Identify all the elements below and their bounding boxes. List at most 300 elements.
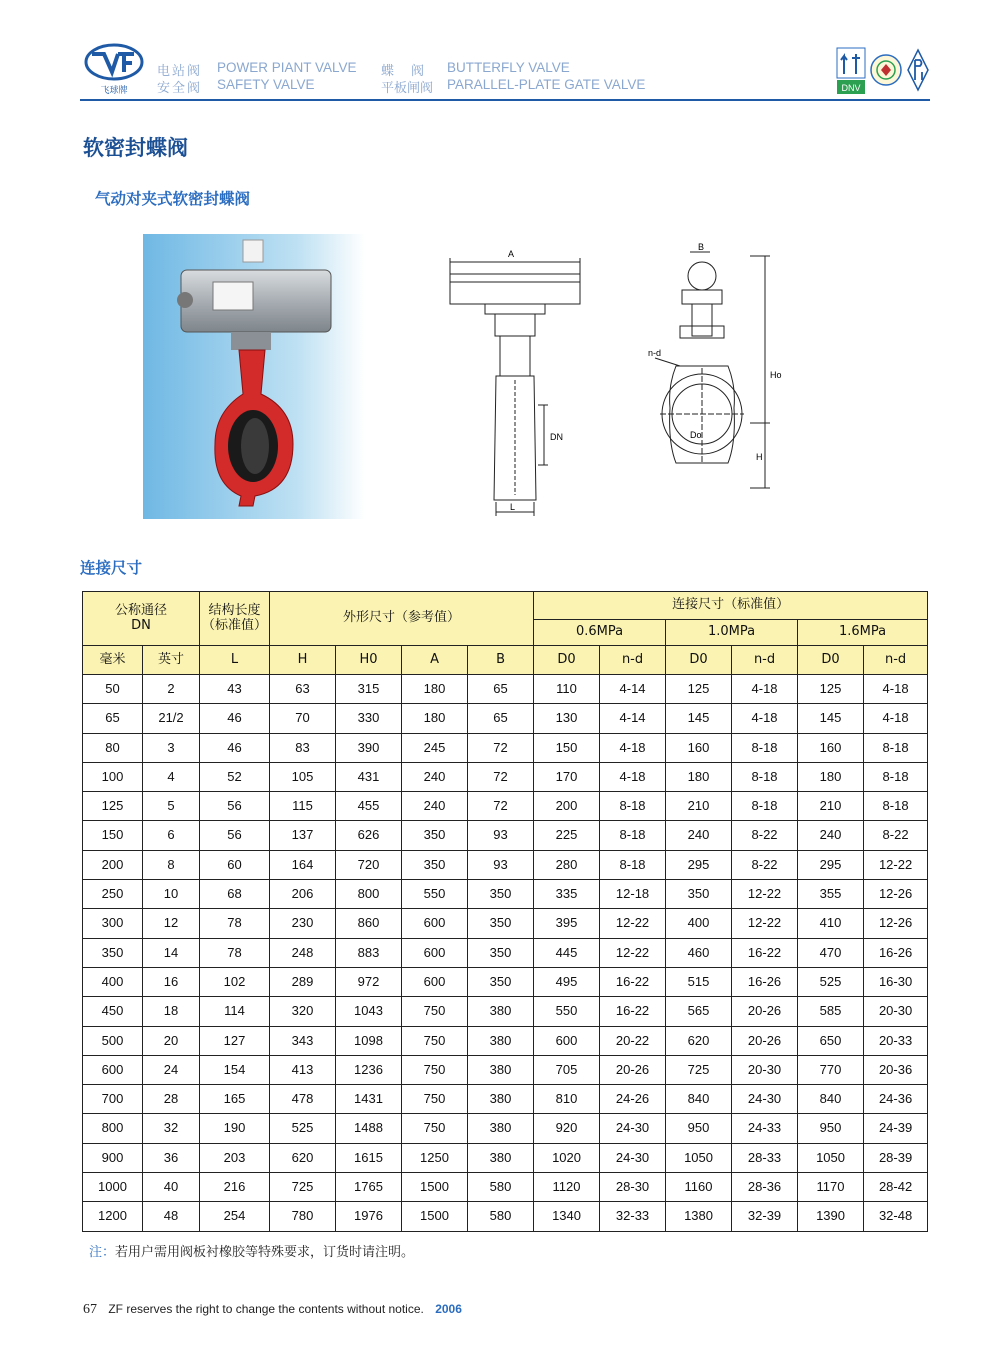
table-cell: 20-33 <box>864 1026 928 1055</box>
header-b: B <box>468 646 534 675</box>
table-cell: 250 <box>83 880 143 909</box>
table-cell: 20 <box>143 1026 200 1055</box>
dnv-cert-icon <box>836 44 866 96</box>
table-cell: 18 <box>143 997 200 1026</box>
table-cell: 180 <box>666 762 732 791</box>
table-cell: 52 <box>200 762 270 791</box>
table-row <box>83 967 928 996</box>
table-cell: 950 <box>798 1114 864 1143</box>
table-cell: 16-30 <box>864 967 928 996</box>
table-row <box>83 1202 928 1231</box>
table-cell: 750 <box>402 1055 468 1084</box>
table-cell: 1765 <box>336 1173 402 1202</box>
table-cell: 750 <box>402 997 468 1026</box>
table-cell: 12-22 <box>864 850 928 879</box>
table-cell: 12-22 <box>600 909 666 938</box>
table-cell: 300 <box>83 909 143 938</box>
table-body <box>83 675 928 1232</box>
table-cell: 24-26 <box>600 1085 666 1114</box>
table-header-row-3 <box>83 646 928 675</box>
table-cell: 8-18 <box>732 792 798 821</box>
table-cell: 720 <box>336 850 402 879</box>
table-cell: 180 <box>402 704 468 733</box>
table-cell: 12-26 <box>864 909 928 938</box>
table-cell: 12-22 <box>732 909 798 938</box>
table-cell: 295 <box>666 850 732 879</box>
table-cell: 4-18 <box>864 704 928 733</box>
table-cell: 16-22 <box>732 938 798 967</box>
table-cell: 8-18 <box>864 733 928 762</box>
table-cell: 320 <box>270 997 336 1026</box>
table-cell: 840 <box>798 1085 864 1114</box>
table-cell: 1170 <box>798 1173 864 1202</box>
table-cell: 780 <box>270 1202 336 1231</box>
table-cell: 125 <box>798 675 864 704</box>
table-cell: 4-14 <box>600 704 666 733</box>
table-cell: 28-36 <box>732 1173 798 1202</box>
table-header-row-1 <box>83 592 928 620</box>
header-h: H <box>270 646 336 675</box>
table-cell: 114 <box>200 997 270 1026</box>
table-cell: 410 <box>798 909 864 938</box>
header-cat-cn-3: 蝶 阀 <box>381 64 427 79</box>
table-cell: 380 <box>468 1114 534 1143</box>
table-cell: 800 <box>336 880 402 909</box>
table-cell: 1043 <box>336 997 402 1026</box>
table-cell: 8 <box>143 850 200 879</box>
table-cell: 24-30 <box>732 1085 798 1114</box>
header-nominal-label: 公称通径 <box>115 603 168 619</box>
table-cell: 1160 <box>666 1173 732 1202</box>
header-outer: 外形尺寸（参考值） <box>270 592 534 646</box>
dim-label-dn: DN <box>550 432 563 442</box>
footer <box>83 1302 462 1318</box>
table-cell: 1050 <box>798 1143 864 1172</box>
table-cell: 12-22 <box>600 938 666 967</box>
header-std-val-label: （标准值） <box>202 617 268 633</box>
table-cell: 1431 <box>336 1085 402 1114</box>
table-cell: 8-18 <box>600 821 666 850</box>
table-cell: 70 <box>270 704 336 733</box>
header-cat-en-1: POWER PIANT VALVE <box>217 60 357 75</box>
header-nd-3: n-d <box>864 646 928 675</box>
table-cell: 8-22 <box>732 850 798 879</box>
table-cell: 160 <box>798 733 864 762</box>
page-number: 67 <box>83 1302 97 1317</box>
note-label: 注： <box>89 1245 116 1260</box>
table-cell: 125 <box>666 675 732 704</box>
table-row <box>83 1055 928 1084</box>
table-cell: 620 <box>270 1143 336 1172</box>
header-d0-3: D0 <box>798 646 864 675</box>
table-cell: 180 <box>798 762 864 791</box>
table-cell: 626 <box>336 821 402 850</box>
table-row <box>83 1143 928 1172</box>
table-cell: 860 <box>336 909 402 938</box>
table-cell: 240 <box>402 762 468 791</box>
table-cell: 800 <box>83 1114 143 1143</box>
table-cell: 100 <box>83 762 143 791</box>
company-logo <box>82 40 146 96</box>
table-cell: 8-18 <box>864 762 928 791</box>
table-cell: 24-30 <box>600 1114 666 1143</box>
table-cell: 1020 <box>534 1143 600 1172</box>
table-cell: 170 <box>534 762 600 791</box>
table-cell: 750 <box>402 1026 468 1055</box>
table-cell: 650 <box>798 1026 864 1055</box>
table-cell: 4-14 <box>600 675 666 704</box>
table-cell: 4-18 <box>600 762 666 791</box>
table-cell: 1500 <box>402 1173 468 1202</box>
table-cell: 350 <box>402 850 468 879</box>
table-cell: 200 <box>83 850 143 879</box>
table-cell: 445 <box>534 938 600 967</box>
table-cell: 315 <box>336 675 402 704</box>
dim-label-nd: n-d <box>648 348 662 358</box>
front-view-drawing <box>640 238 790 498</box>
table-cell: 20-26 <box>732 997 798 1026</box>
header-p2: 1.0MPa <box>666 620 798 646</box>
table-cell: 65 <box>468 675 534 704</box>
table-cell: 36 <box>143 1143 200 1172</box>
table-cell: 8-18 <box>732 762 798 791</box>
table-cell: 705 <box>534 1055 600 1084</box>
table-cell: 8-22 <box>864 821 928 850</box>
header-struct-len-label: 结构长度 <box>208 603 261 619</box>
header-cat-cn-1: 电站阀 <box>157 64 203 79</box>
table-cell: 810 <box>534 1085 600 1114</box>
table-cell: 248 <box>270 938 336 967</box>
table-row <box>83 675 928 704</box>
table-cell: 4 <box>143 762 200 791</box>
logo-text: 飞球牌 <box>100 86 128 96</box>
table-cell: 46 <box>200 733 270 762</box>
table-cell: 20-26 <box>732 1026 798 1055</box>
table-cell: 750 <box>402 1114 468 1143</box>
table-cell: 350 <box>468 938 534 967</box>
header-divider <box>80 99 930 101</box>
table-cell: 1500 <box>402 1202 468 1231</box>
table-cell: 28-30 <box>600 1173 666 1202</box>
table-cell: 380 <box>468 1143 534 1172</box>
table-cell: 1250 <box>402 1143 468 1172</box>
table-cell: 500 <box>83 1026 143 1055</box>
header-nd-1: n-d <box>600 646 666 675</box>
table-row <box>83 997 928 1026</box>
table-cell: 10 <box>143 880 200 909</box>
table-row <box>83 1114 928 1143</box>
table-cell: 750 <box>402 1085 468 1114</box>
api-monogram-icon <box>906 44 930 96</box>
table-cell: 12-18 <box>600 880 666 909</box>
table-cell: 620 <box>666 1026 732 1055</box>
table-cell: 8-18 <box>600 850 666 879</box>
table-cell: 93 <box>468 821 534 850</box>
table-cell: 550 <box>534 997 600 1026</box>
table-row <box>83 792 928 821</box>
table-cell: 920 <box>534 1114 600 1143</box>
table-cell: 400 <box>83 967 143 996</box>
table-row <box>83 1173 928 1202</box>
header-d0-2: D0 <box>666 646 732 675</box>
table-cell: 28-39 <box>864 1143 928 1172</box>
table-cell: 1976 <box>336 1202 402 1231</box>
table-cell: 72 <box>468 762 534 791</box>
dim-label-do: Do <box>690 430 702 440</box>
side-view-drawing <box>440 240 600 520</box>
table-cell: 1000 <box>83 1173 143 1202</box>
table-cell: 46 <box>200 704 270 733</box>
table-cell: 125 <box>83 792 143 821</box>
header-a: A <box>402 646 468 675</box>
table-cell: 355 <box>798 880 864 909</box>
table-cell: 20-26 <box>600 1055 666 1084</box>
table-cell: 20-36 <box>864 1055 928 1084</box>
table-cell: 240 <box>798 821 864 850</box>
table-cell: 280 <box>534 850 600 879</box>
table-cell: 565 <box>666 997 732 1026</box>
table-cell: 137 <box>270 821 336 850</box>
table-cell: 16-22 <box>600 997 666 1026</box>
table-cell: 254 <box>200 1202 270 1231</box>
table-cell: 40 <box>143 1173 200 1202</box>
table-cell: 289 <box>270 967 336 996</box>
table-cell: 32 <box>143 1114 200 1143</box>
quality-seal-icon <box>869 44 903 96</box>
header-struct-len <box>200 592 270 646</box>
table-cell: 78 <box>200 909 270 938</box>
header-mm: 毫米 <box>83 646 143 675</box>
table-cell: 950 <box>666 1114 732 1143</box>
table-cell: 63 <box>270 675 336 704</box>
table-cell: 110 <box>534 675 600 704</box>
table-cell: 525 <box>270 1114 336 1143</box>
dim-label-b: B <box>698 242 705 252</box>
table-cell: 50 <box>83 675 143 704</box>
table-cell: 56 <box>200 821 270 850</box>
table-row <box>83 880 928 909</box>
table-cell: 725 <box>666 1055 732 1084</box>
table-cell: 350 <box>468 880 534 909</box>
table-cell: 431 <box>336 762 402 791</box>
table-cell: 600 <box>83 1055 143 1084</box>
table-cell: 515 <box>666 967 732 996</box>
table-cell: 65 <box>468 704 534 733</box>
table-cell: 80 <box>83 733 143 762</box>
header-cat-cn-4: 平板闸阀 <box>381 81 434 96</box>
table-cell: 16 <box>143 967 200 996</box>
table-cell: 225 <box>534 821 600 850</box>
table-cell: 145 <box>798 704 864 733</box>
footer-disclaimer: ZF reserves the right to change the contents without notice. <box>108 1302 424 1316</box>
dim-label-ho: Ho <box>770 370 782 380</box>
table-cell: 230 <box>270 909 336 938</box>
table-cell: 600 <box>402 938 468 967</box>
table-cell: 4-18 <box>864 675 928 704</box>
table-cell: 350 <box>83 938 143 967</box>
table-cell: 8-18 <box>732 733 798 762</box>
page-title: 软密封蝶阀 <box>83 136 188 160</box>
header-h0: H0 <box>336 646 402 675</box>
table-cell: 60 <box>200 850 270 879</box>
table-cell: 43 <box>200 675 270 704</box>
table-row <box>83 850 928 879</box>
table-cell: 8-18 <box>600 792 666 821</box>
table-cell: 3 <box>143 733 200 762</box>
table-row <box>83 733 928 762</box>
table-row <box>83 704 928 733</box>
table-cell: 72 <box>468 733 534 762</box>
table-cell: 900 <box>83 1143 143 1172</box>
header-conn: 连接尺寸（标准值） <box>534 592 928 620</box>
header-nd-2: n-d <box>732 646 798 675</box>
table-cell: 883 <box>336 938 402 967</box>
table-cell: 350 <box>468 909 534 938</box>
table-cell: 24 <box>143 1055 200 1084</box>
header-nominal <box>83 592 200 646</box>
dim-label-h: H <box>756 452 763 462</box>
table-cell: 972 <box>336 967 402 996</box>
table-cell: 150 <box>534 733 600 762</box>
table-cell: 390 <box>336 733 402 762</box>
table-cell: 130 <box>534 704 600 733</box>
table-cell: 600 <box>402 909 468 938</box>
table-cell: 725 <box>270 1173 336 1202</box>
table-cell: 28-42 <box>864 1173 928 1202</box>
table-cell: 240 <box>666 821 732 850</box>
table-cell: 1098 <box>336 1026 402 1055</box>
table-cell: 14 <box>143 938 200 967</box>
product-photo <box>143 234 365 519</box>
table-cell: 24-33 <box>732 1114 798 1143</box>
table-cell: 165 <box>200 1085 270 1114</box>
table-cell: 330 <box>336 704 402 733</box>
table-cell: 16-26 <box>732 967 798 996</box>
table-cell: 32-48 <box>864 1202 928 1231</box>
dim-label-l: L <box>510 502 516 512</box>
table-cell: 395 <box>534 909 600 938</box>
table-cell: 350 <box>468 967 534 996</box>
table-cell: 127 <box>200 1026 270 1055</box>
table-cell: 495 <box>534 967 600 996</box>
table-cell: 24-39 <box>864 1114 928 1143</box>
header-cat-en-4: PARALLEL-PLATE GATE VALVE <box>447 77 646 92</box>
table-cell: 180 <box>402 675 468 704</box>
table-row <box>83 762 928 791</box>
table-cell: 190 <box>200 1114 270 1143</box>
table-cell: 600 <box>402 967 468 996</box>
table-cell: 700 <box>83 1085 143 1114</box>
table-cell: 21/2 <box>143 704 200 733</box>
table-cell: 5 <box>143 792 200 821</box>
table-cell: 102 <box>200 967 270 996</box>
table-row <box>83 938 928 967</box>
header-cat-en-3: BUTTERFLY VALVE <box>447 60 570 75</box>
table-cell: 240 <box>402 792 468 821</box>
table-cell: 200 <box>534 792 600 821</box>
table-cell: 206 <box>270 880 336 909</box>
table-cell: 20-30 <box>864 997 928 1026</box>
header-l: L <box>200 646 270 675</box>
table-cell: 83 <box>270 733 336 762</box>
footer-year: 2006 <box>435 1302 462 1316</box>
table-cell: 210 <box>666 792 732 821</box>
table-cell: 350 <box>402 821 468 850</box>
table-cell: 203 <box>200 1143 270 1172</box>
table-cell: 216 <box>200 1173 270 1202</box>
table-row <box>83 1085 928 1114</box>
table-cell: 4-18 <box>732 704 798 733</box>
table-cell: 16-22 <box>600 967 666 996</box>
table-row <box>83 909 928 938</box>
table-cell: 295 <box>798 850 864 879</box>
table-cell: 413 <box>270 1055 336 1084</box>
table-cell: 6 <box>143 821 200 850</box>
table-cell: 470 <box>798 938 864 967</box>
table-cell: 380 <box>468 1055 534 1084</box>
table-cell: 245 <box>402 733 468 762</box>
table-cell: 1380 <box>666 1202 732 1231</box>
table-cell: 460 <box>666 938 732 967</box>
header-d0-1: D0 <box>534 646 600 675</box>
table-cell: 48 <box>143 1202 200 1231</box>
table-cell: 585 <box>798 997 864 1026</box>
table-cell: 335 <box>534 880 600 909</box>
table-cell: 160 <box>666 733 732 762</box>
table-cell: 455 <box>336 792 402 821</box>
table-cell: 1120 <box>534 1173 600 1202</box>
table-cell: 16-26 <box>864 938 928 967</box>
table-cell: 580 <box>468 1202 534 1231</box>
table-cell: 1390 <box>798 1202 864 1231</box>
table-cell: 1340 <box>534 1202 600 1231</box>
table-cell: 840 <box>666 1085 732 1114</box>
table-cell: 65 <box>83 704 143 733</box>
table-cell: 580 <box>468 1173 534 1202</box>
table-cell: 28-33 <box>732 1143 798 1172</box>
header-p1: 0.6MPa <box>534 620 666 646</box>
table-cell: 56 <box>200 792 270 821</box>
table-cell: 380 <box>468 997 534 1026</box>
table-cell: 164 <box>270 850 336 879</box>
header-inch: 英寸 <box>143 646 200 675</box>
table-cell: 12-26 <box>864 880 928 909</box>
dnv-label: DNV <box>841 83 861 93</box>
table-cell: 12-22 <box>732 880 798 909</box>
table-cell: 4-18 <box>600 733 666 762</box>
table-cell: 400 <box>666 909 732 938</box>
table-cell: 600 <box>534 1026 600 1055</box>
table-cell: 8-18 <box>864 792 928 821</box>
table-cell: 12 <box>143 909 200 938</box>
table-cell: 24-36 <box>864 1085 928 1114</box>
table-cell: 1200 <box>83 1202 143 1231</box>
table-cell: 1488 <box>336 1114 402 1143</box>
section-title: 连接尺寸 <box>80 559 143 577</box>
table-cell: 145 <box>666 704 732 733</box>
table-row <box>83 1026 928 1055</box>
table-cell: 105 <box>270 762 336 791</box>
dimension-table <box>82 591 928 1232</box>
table-cell: 72 <box>468 792 534 821</box>
header-dn-label: DN <box>131 617 151 633</box>
table-cell: 343 <box>270 1026 336 1055</box>
table-cell: 770 <box>798 1055 864 1084</box>
table-cell: 1050 <box>666 1143 732 1172</box>
table-cell: 380 <box>468 1085 534 1114</box>
table-cell: 478 <box>270 1085 336 1114</box>
product-subtitle: 气动对夹式软密封蝶阀 <box>95 190 251 208</box>
